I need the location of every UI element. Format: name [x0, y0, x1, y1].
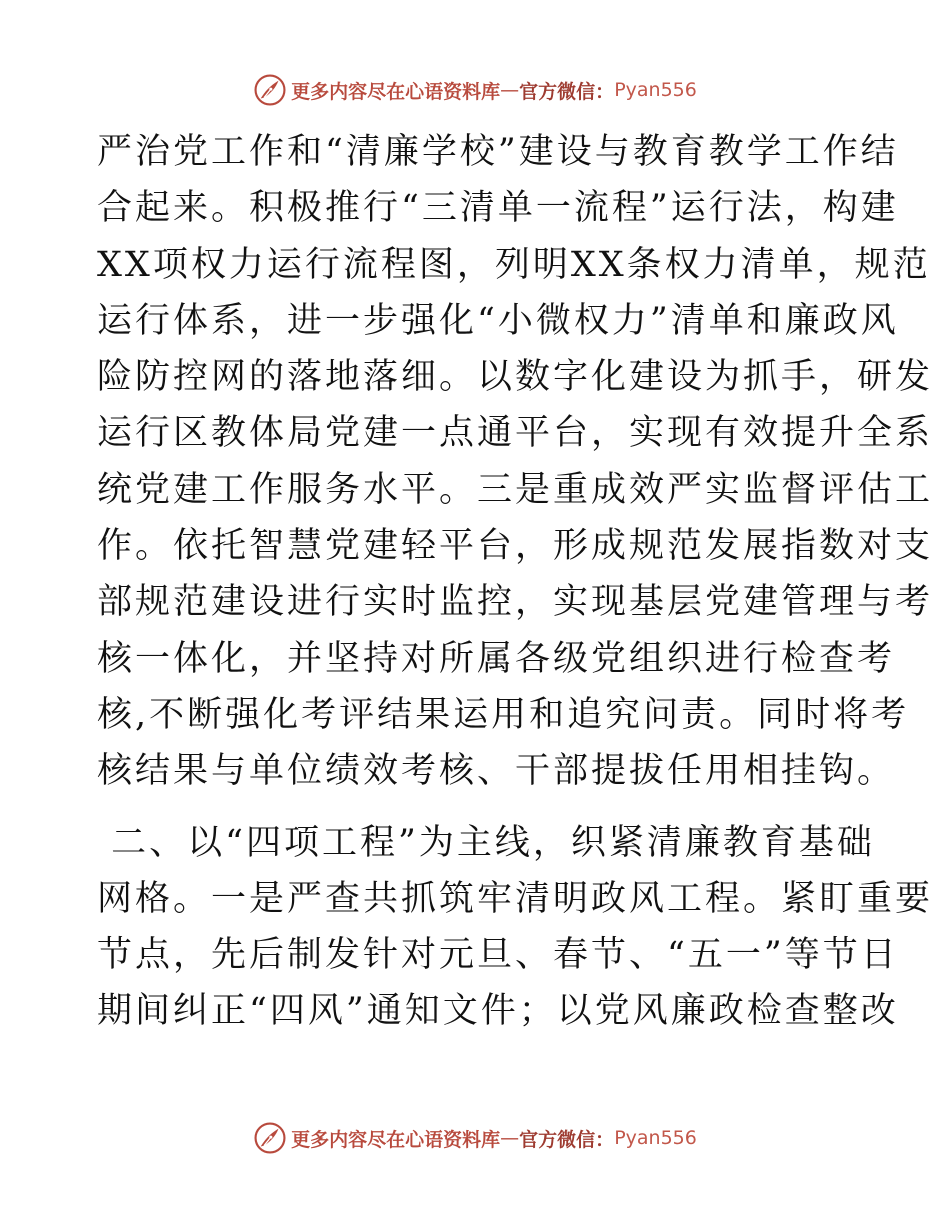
- text-line: 核,不断强化考评结果运用和追究问责。同时将考: [97, 694, 910, 735]
- footer-separator: —: [500, 1127, 520, 1149]
- text-line: 运行区教体局党建一点通平台，实现有效提升全系: [97, 413, 934, 454]
- text-line: 节点，先后制发针对元旦、春节、“五一”等节日: [97, 935, 899, 976]
- text-line: 险防控网的落地落细。以数字化建设为抓手，研发: [97, 357, 934, 398]
- footer-main-text: 更多内容尽在心语资料库: [291, 1128, 501, 1151]
- header-separator: —: [500, 79, 520, 101]
- text-line: 严治党工作和“清廉学校”建设与教育教学工作结: [97, 132, 899, 172]
- footer-wechat-id: Pyan556: [614, 1127, 697, 1149]
- pen-nib-logo-icon: [253, 1121, 287, 1155]
- text-line: XX项权力运行流程图，列明XX条权力清单，规范: [97, 244, 931, 285]
- paragraph-1: [97, 124, 934, 800]
- text-line: 期间纠正“四风”通知文件；以党风廉政检查整改: [97, 991, 899, 1032]
- text-line: 二、以“四项工程”为主线，织紧清廉教育基础: [97, 822, 875, 863]
- document-body: [97, 124, 934, 1040]
- paragraph-spacer: [97, 800, 857, 815]
- text-line: 核一体化，并坚持对所属各级党组织进行检查考: [97, 638, 896, 679]
- text-line: 部规范建设进行实时监控，实现基层党建管理与考: [97, 582, 934, 623]
- paragraph-2: [97, 815, 934, 1040]
- text-line: 运行体系，进一步强化“小微权力”清单和廉政风: [97, 300, 899, 341]
- text-line: 核结果与单位绩效考核、干部提拔任用相挂钩。: [97, 751, 896, 792]
- text-line: 统党建工作服务水平。三是重成效严实监督评估工: [97, 469, 934, 510]
- footer-wechat-label: 官方微信：: [519, 1128, 615, 1151]
- text-line: 作。依托智慧党建轻平台，形成规范发展指数对支: [97, 526, 934, 567]
- header-wechat-label: 官方微信：: [519, 80, 615, 103]
- header-main-text: 更多内容尽在心语资料库: [291, 80, 501, 103]
- header-banner: [0, 70, 950, 110]
- header-wechat-id: Pyan556: [614, 79, 697, 101]
- text-line: 网格。一是严查共抓筑牢清明政风工程。紧盯重要: [97, 878, 934, 919]
- pen-nib-logo-icon: [253, 73, 287, 107]
- text-line: 合起来。积极推行“三清单一流程”运行法，构建: [97, 188, 899, 229]
- footer-banner: [0, 1118, 950, 1158]
